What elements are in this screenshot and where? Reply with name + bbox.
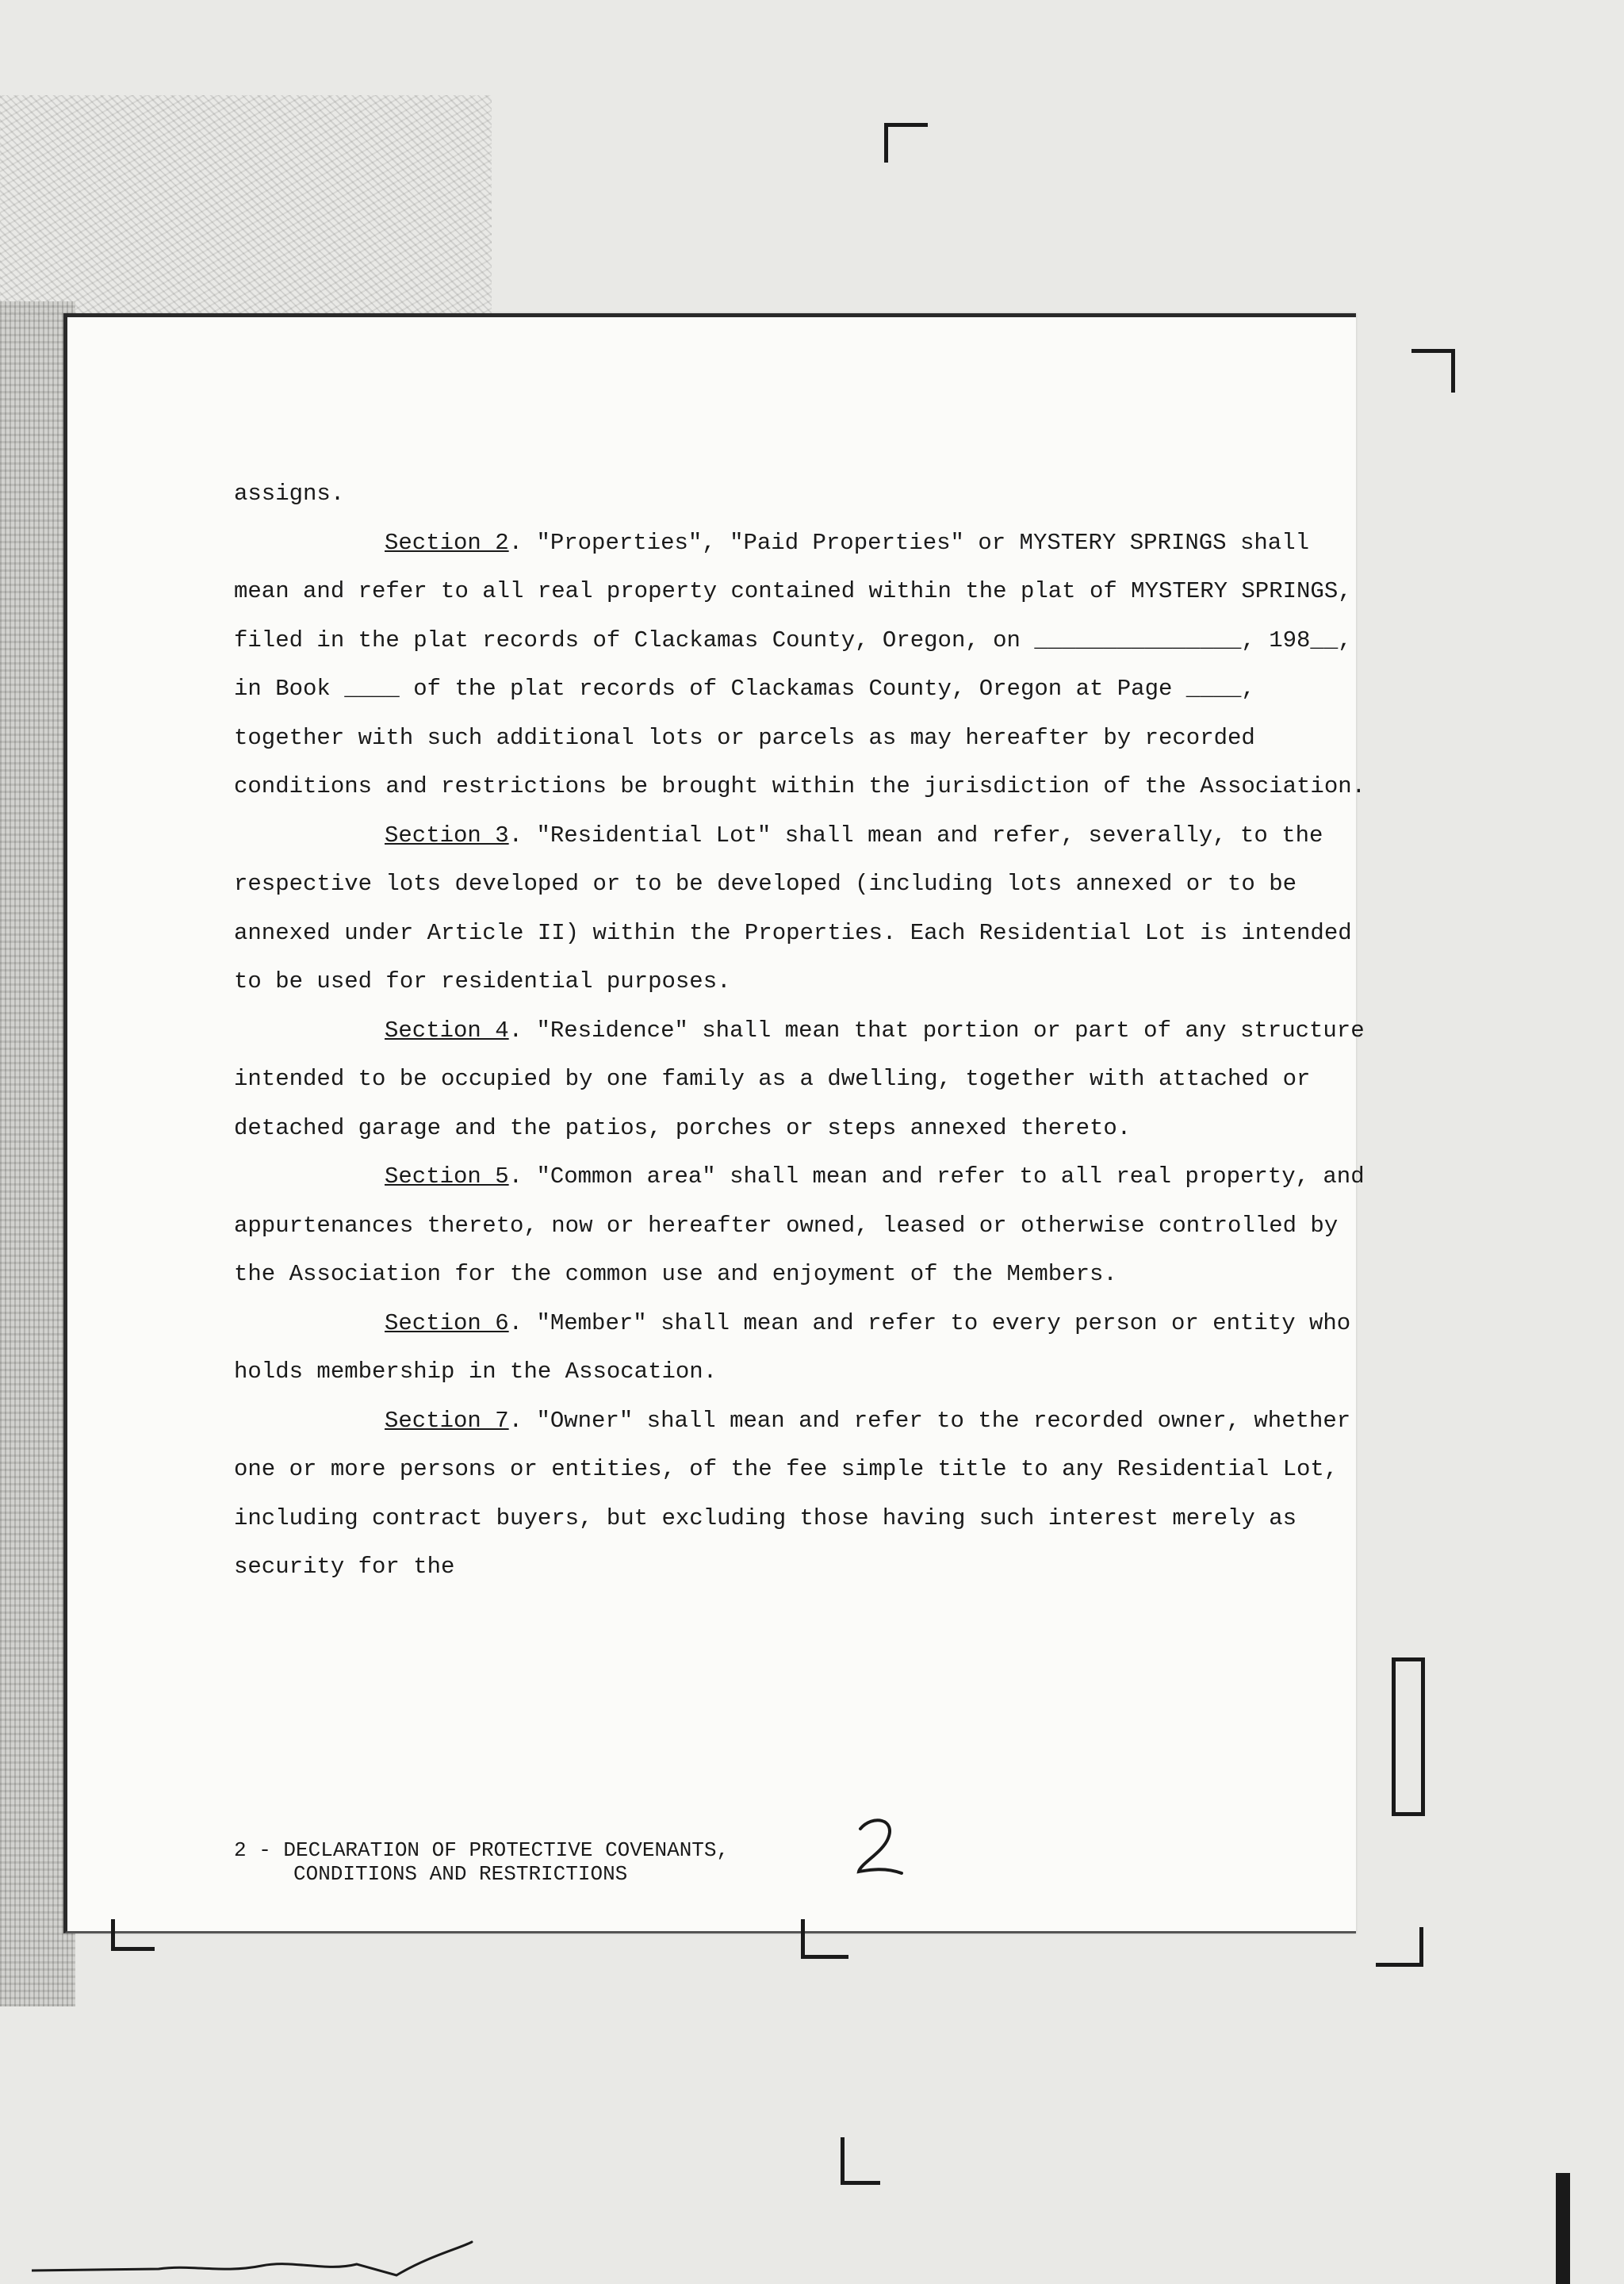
paragraph-text: assigns. <box>234 481 345 507</box>
section-heading: Section 2 <box>385 529 509 556</box>
paragraph-text: . "Owner" shall mean and refer to the recorded owner, whether one or more persons or entities, of the fee simple title to any Residential Lot, including contract buyers, but excluding those having such interest merely as security for the <box>234 1407 1351 1580</box>
page-footer <box>234 1838 729 1886</box>
paragraph-text: . "Residential Lot" shall mean and refer, severally, to the respective lots developed or to be developed (including lots annexed or to be annexed under Article II) within the Properties. Each Residential Lot is intended to be used for residential purposes. <box>234 822 1352 994</box>
scan-edge-bar <box>1556 2173 1570 2284</box>
paragraph-text: . "Common area" shall mean and refer to all real property, and appurtenances thereto, now or hereafter owned, leased or otherwise controlled by the Association for the common use and enjoyment of the Members. <box>234 1163 1365 1287</box>
paragraph-section-7 <box>234 1397 1376 1592</box>
paragraph-section-2 <box>234 519 1376 811</box>
margin-box <box>1392 1657 1425 1816</box>
crop-mark <box>801 1919 848 1959</box>
footer-line: CONDITIONS AND RESTRICTIONS <box>293 1862 628 1886</box>
paragraph-text: . "Member" shall mean and refer to every person or entity who holds membership in the Assocation. <box>234 1309 1351 1385</box>
paragraph-section-4 <box>234 1006 1376 1153</box>
paragraph-section-3 <box>234 811 1376 1006</box>
document-body <box>234 469 1376 1592</box>
section-heading: Section 5 <box>385 1163 509 1190</box>
paragraph-section-6 <box>234 1299 1376 1397</box>
crop-mark <box>111 1919 155 1951</box>
paragraph-text: . "Properties", "Paid Properties" or MYSTERY SPRINGS shall mean and refer to all real property contained within the plat of MYSTERY SPRINGS, filed in the plat records of Clackamas County, Oregon, on _______________, 198__, in Book ____ of the plat records of Clackamas County, Oregon at Page ____, together with such additional lots or parcels as may hereafter by recorded conditions and restrictions be brought within the jurisdiction of the Association. <box>234 529 1366 799</box>
paragraph-continuation <box>234 469 1376 519</box>
section-heading: Section 4 <box>385 1017 509 1044</box>
crop-mark <box>1376 1927 1423 1967</box>
handwritten-mark <box>32 2240 476 2280</box>
paragraph-section-5 <box>234 1152 1376 1299</box>
crop-mark <box>884 123 928 163</box>
section-heading: Section 6 <box>385 1309 509 1336</box>
paragraph-text: . "Residence" shall mean that portion or part of any structure intended to be occupied by one family as a dwelling, together with attached or detached garage and the patios, porches or steps annexed thereto. <box>234 1017 1365 1141</box>
section-heading: Section 3 <box>385 822 509 849</box>
section-heading: Section 7 <box>385 1407 509 1434</box>
handwritten-page-number <box>852 1815 908 1882</box>
scan-noise <box>0 95 492 317</box>
footer-line: 2 - DECLARATION OF PROTECTIVE COVENANTS, <box>234 1838 730 1862</box>
crop-mark <box>1411 349 1455 393</box>
crop-mark <box>841 2137 880 2185</box>
